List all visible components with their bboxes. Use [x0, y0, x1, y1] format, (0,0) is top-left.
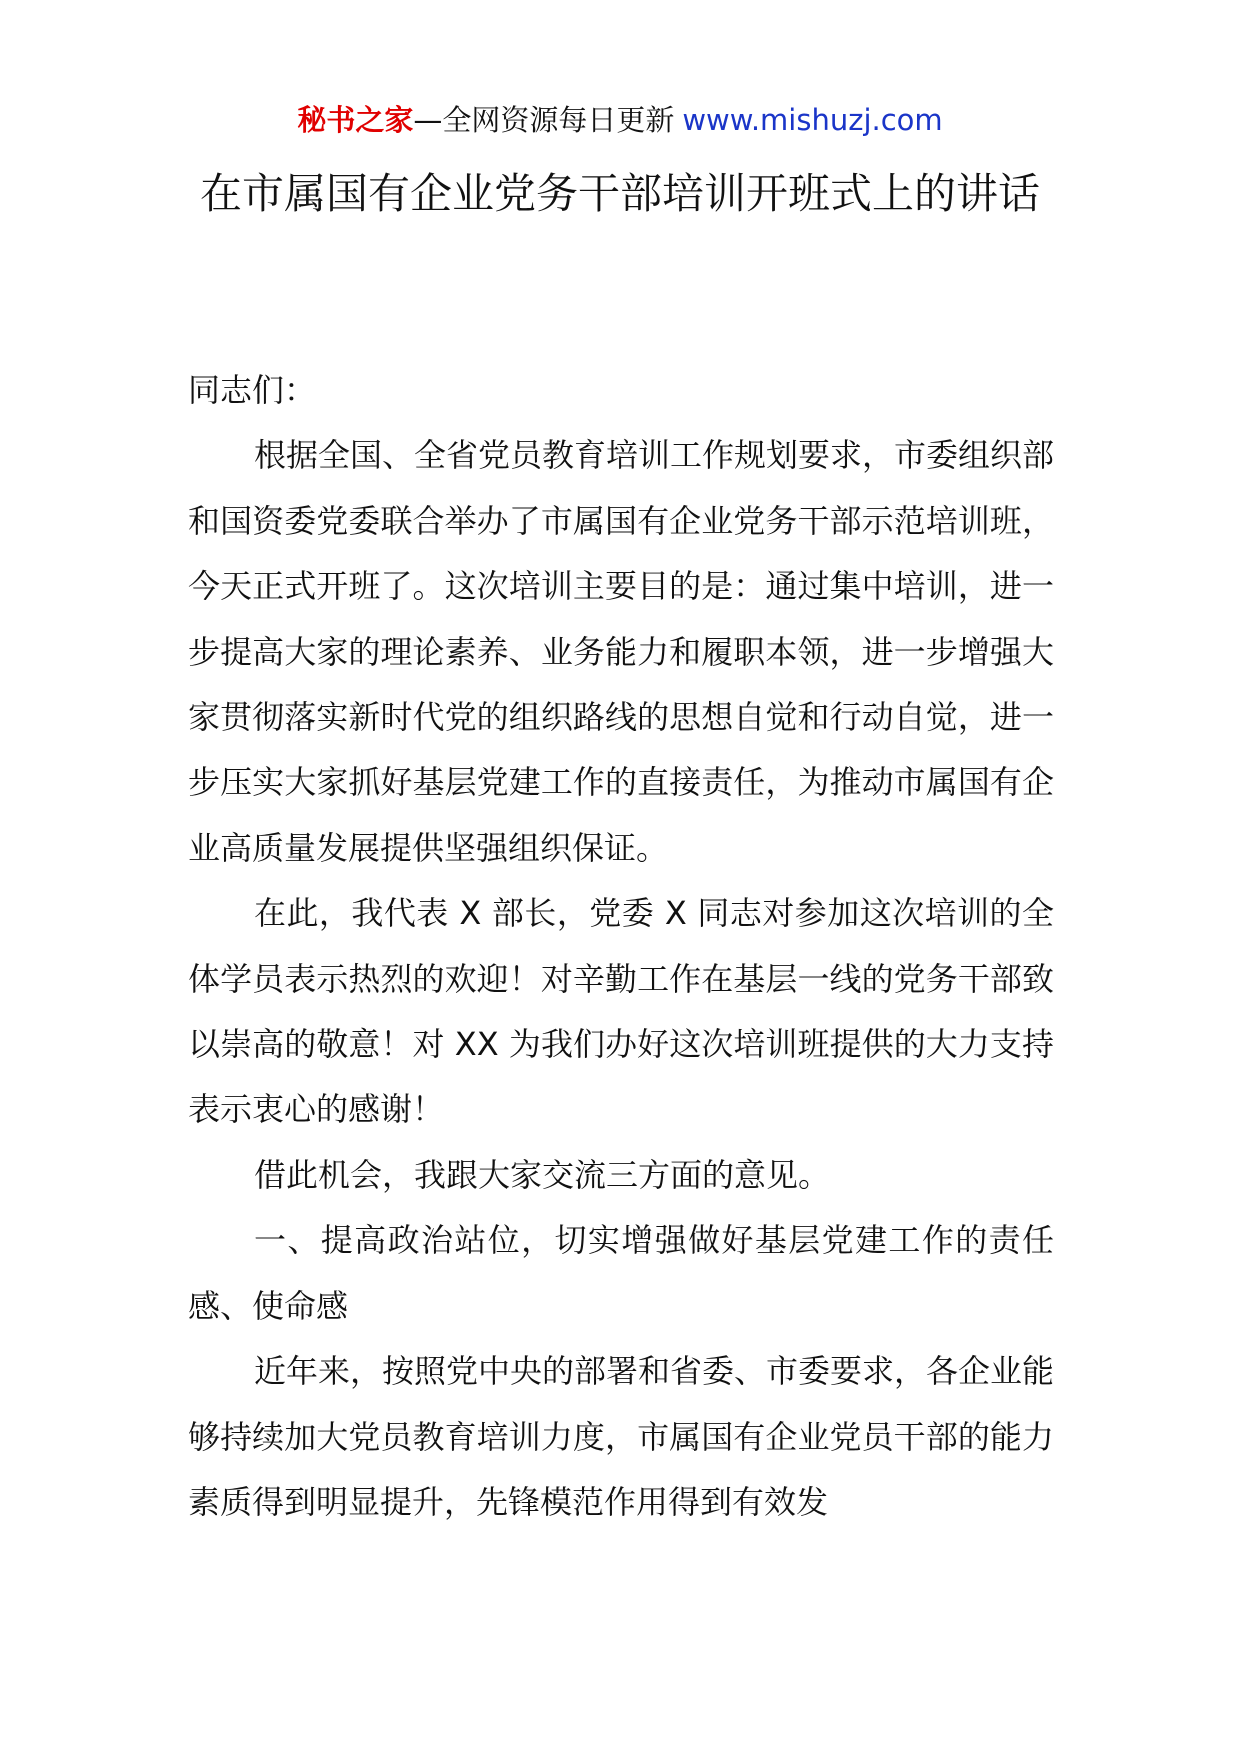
paragraph-intro: 根据全国、全省党员教育培训工作规划要求，市委组织部和国资委党委联合举办了市属国有企业党务干部示范培训班，今天正式开班了。这次培训主要目的是：通过集中培训，进一步提高大家的理论素养、业务能力和履职本领，进一步增强大家贯彻落实新时代党的组织路线的思想自觉和行动自觉，进一步压实大家抓好基层党建工作的直接责任，为推动市属国有企业高质量发展提供坚强组织保证。: [188, 436, 1055, 867]
paragraph-transition: 借此机会，我跟大家交流三方面的意见。: [254, 1155, 831, 1194]
paragraph-section-1: 近年来，按照党中央的部署和省委、市委要求，各企业能够持续加大党员教育培训力度，市属国有企业党员干部的能力素质得到明显提升，先锋模范作用得到有效发: [188, 1352, 1055, 1521]
brand-name: 秘书之家: [297, 103, 414, 137]
site-url[interactable]: www.mishuzj.com: [682, 103, 943, 137]
header-slogan: —全网资源每日更新: [413, 103, 675, 137]
paragraph-welcome: 在此，我代表 X 部长，党委 X 同志对参加这次培训的全体学员表示热烈的欢迎！对辛勤工作在基层一线的党务干部致以崇高的敬意！对 XX 为我们办好这次培训班提供的大力支持表示衷心的感谢！: [188, 894, 1054, 1129]
document-title: 在市属国有企业党务干部培训开班式上的讲话: [199, 169, 1040, 218]
site-header: [0, 100, 1240, 140]
salutation: 同志们：: [188, 371, 317, 409]
document-body: [188, 358, 1054, 1535]
section-heading-1: 一、提高政治站位，切实增强做好基层党建工作的责任感、使命感: [188, 1221, 1054, 1325]
